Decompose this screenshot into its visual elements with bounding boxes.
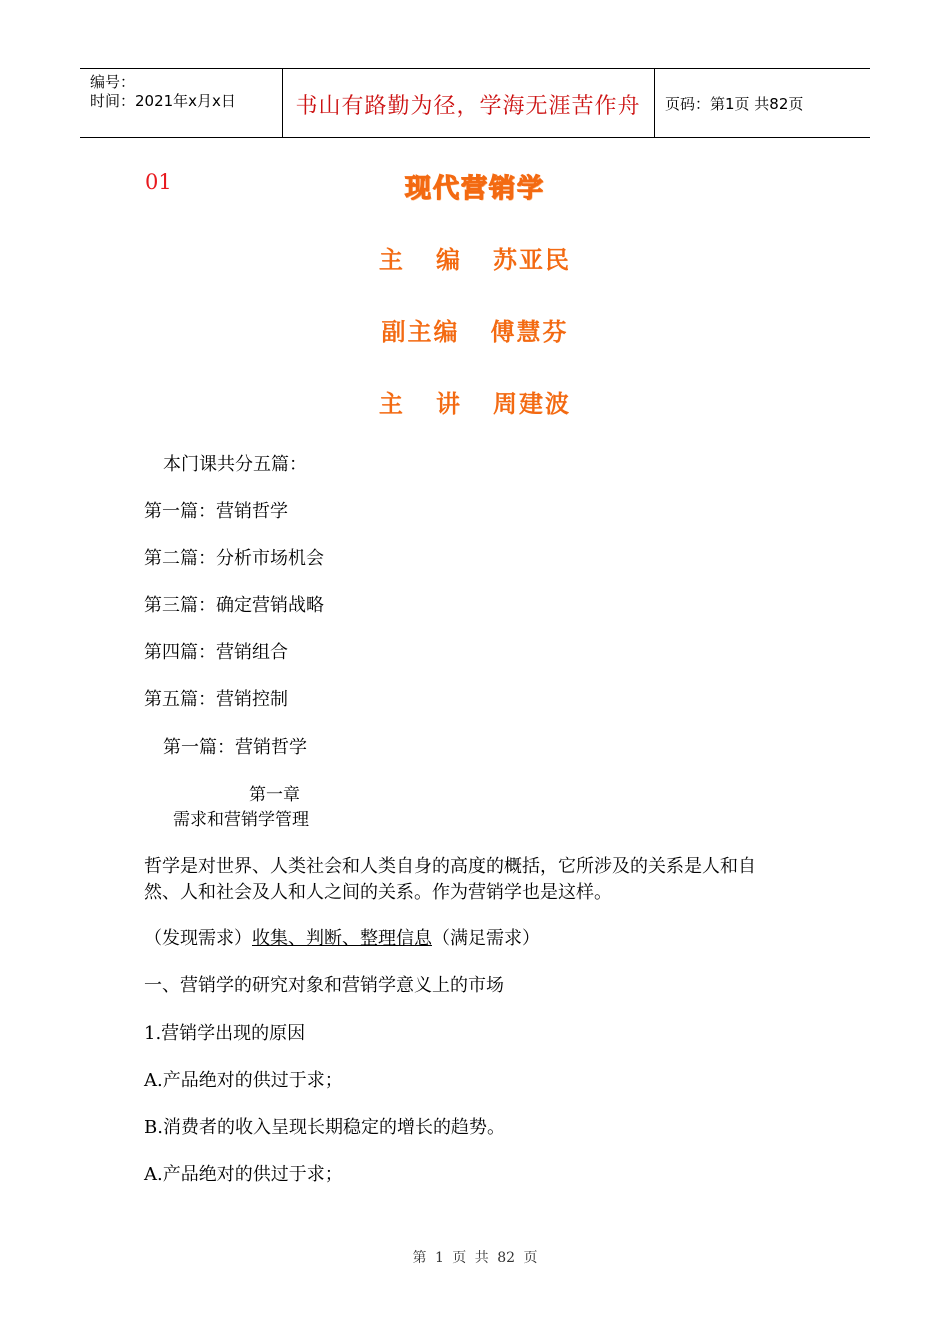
header-table (80, 68, 870, 138)
lecturer-credit: 主 讲 周建波 (378, 390, 572, 418)
list-item: A.产品绝对的供过于求； (144, 1164, 343, 1185)
document-number-label: 编号： (90, 73, 136, 91)
header-motto-cell (282, 69, 655, 137)
editor-credit: 主 编 苏亚民 (378, 246, 572, 274)
course-intro: 本门课共分五篇： (163, 454, 307, 475)
header-page-label: 页码：第1页 共82页 (665, 95, 804, 113)
course-title: 现代营销学 (404, 174, 545, 204)
list-item: B.消费者的收入呈现长期稳定的增长的趋势。 (144, 1117, 505, 1138)
page-footer: 第 1 页 共 82 页 (412, 1250, 538, 1266)
part-item: 第三篇：确定营销战略 (144, 595, 324, 616)
process-suffix: （满足需求） (432, 928, 540, 949)
paragraph-line: 哲学是对世界、人类社会和人类自身的高度的概括，它所涉及的关系是人和自 (144, 856, 756, 877)
list-item: A.产品绝对的供过于求； (144, 1070, 343, 1091)
process-line (144, 924, 540, 950)
chapter-title: 需求和营销学管理 (173, 810, 309, 830)
header-page-cell (655, 69, 870, 137)
part-item: 第四篇：营销组合 (144, 642, 288, 663)
part-item: 第一篇：营销哲学 (144, 501, 288, 522)
header-meta-cell (80, 69, 283, 137)
header-motto: 书山有路勤为径，学海无涯苦作舟 (295, 94, 641, 119)
part-heading: 第一篇：营销哲学 (163, 737, 307, 758)
process-prefix: （发现需求） (144, 928, 252, 949)
deputy-editor-credit: 副主编 傅慧芬 (381, 318, 569, 346)
process-middle: 收集、判断、整理信息 (252, 928, 432, 949)
section-heading: 一、营销学的研究对象和营销学意义上的市场 (144, 975, 504, 996)
part-item: 第五篇：营销控制 (144, 689, 288, 710)
paragraph-line: 然、人和社会及人和人之间的关系。作为营销学也是这样。 (144, 882, 612, 903)
course-code: 01 (145, 170, 172, 194)
part-item: 第二篇：分析市场机会 (144, 548, 324, 569)
document-time-label: 时间：2021年x月x日 (90, 92, 236, 110)
subsection-heading: 1.营销学出现的原因 (144, 1023, 306, 1044)
chapter-number: 第一章 (249, 785, 300, 805)
